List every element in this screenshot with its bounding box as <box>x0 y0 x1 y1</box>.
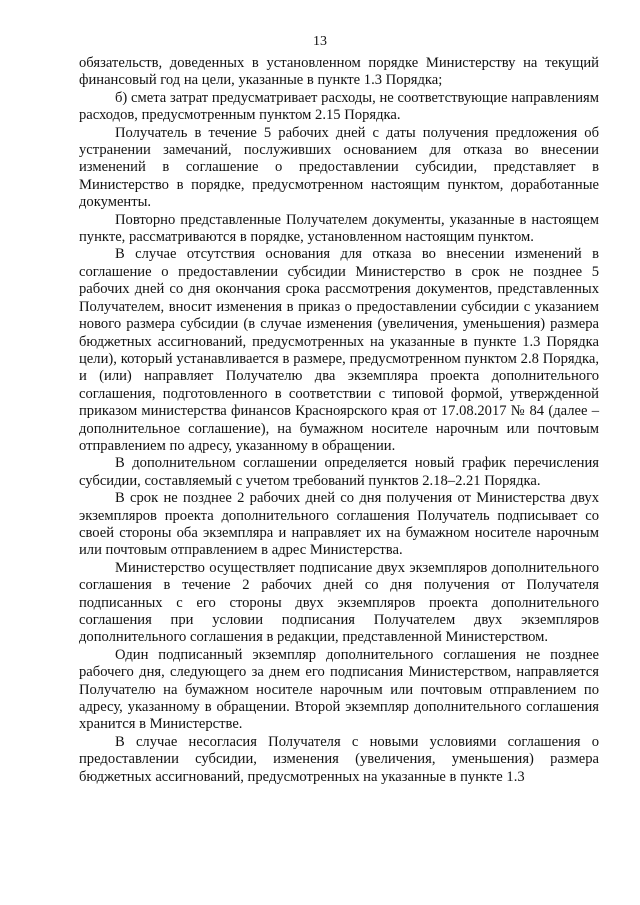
paragraph: Повторно представленные Получателем документы, указанные в настоящем пункте, рассматриваются в порядке, установленном настоящим пунктом. <box>79 211 599 246</box>
paragraph: Министерство осуществляет подписание двух экземпляров дополнительного соглашения в течение 2 рабочих дней со дня получения от Получателя подписанных с его стороны двух экземпляров проекта дополнительного соглашения при условии подписания Получателем двух экземпляров дополнительного соглашения в редакции, представленной Министерством. <box>79 559 599 646</box>
paragraph-continuation: обязательств, доведенных в установленном порядке Министерству на текущий финансовый год на цели, указанные в пункте 1.3 Порядка; <box>79 55 599 89</box>
paragraph-item-b: б) смета затрат предусматривает расходы, не соответствующие направлениям расходов, предусмотренным пунктом 2.15 Порядка. <box>79 89 599 124</box>
document-body <box>79 55 599 786</box>
paragraph: Один подписанный экземпляр дополнительного соглашения не позднее рабочего дня, следующего за днем его подписания Министерством, направляется Получателю на бумажном носителе нарочным или почтовым отправлением по адресу, указанному в обращении. Второй экземпляр дополнительного соглашения хранится в Министерстве. <box>79 646 599 733</box>
paragraph: В срок не позднее 2 рабочих дней со дня получения от Министерства двух экземпляров проекта дополнительного соглашения Получатель подписывает со своей стороны оба экземпляра и направляет их на бумажном носителе нарочным или почтовым отправлением в адрес Министерства. <box>79 490 599 559</box>
page-number: 13 <box>313 34 327 49</box>
paragraph: В случае несогласия Получателя с новыми условиями соглашения о предоставлении субсидии, изменения (увеличения, уменьшения) размера бюджетных ассигнований, предусмотренных на указанные в пункте 1.3 <box>79 733 599 785</box>
paragraph: Получатель в течение 5 рабочих дней с даты получения предложения об устранении замечаний, послуживших основанием для отказа во внесении изменений в соглашение о предоставлении субсидии, представляет в Министерство в порядке, предусмотренном настоящим пунктом, доработанные документы. <box>79 124 599 211</box>
paragraph: В дополнительном соглашении определяется новый график перечисления субсидии, составляемый с учетом требований пунктов 2.18–2.21 Порядка. <box>79 455 599 489</box>
paragraph: В случае отсутствия основания для отказа во внесении изменений в соглашение о предоставлении субсидии Министерство в срок не позднее 5 рабочих дней со дня окончания срока рассмотрения документов, представленных Получателем, вносит изменения в приказ о предоставлении субсидии с указанием нового размера субсидии (в случае изменения (увеличения, уменьшения) размера бюджетных ассигнований, предусмотренных на указанные в пункте 1.3 Порядка цели), который устанавливается в размере, предусмотренном пунктом 2.8 Порядка, и (или) направляет Получателю два экземпляра проекта дополнительного соглашения, подготовленного в соответствии с типовой формой, утвержденной приказом министерства финансов Красноярского края от 17.08.2017 № 84 (далее – дополнительное соглашение), на бумажном носителе нарочным или почтовым отправлением по адресу, указанному в обращении. <box>79 246 599 454</box>
